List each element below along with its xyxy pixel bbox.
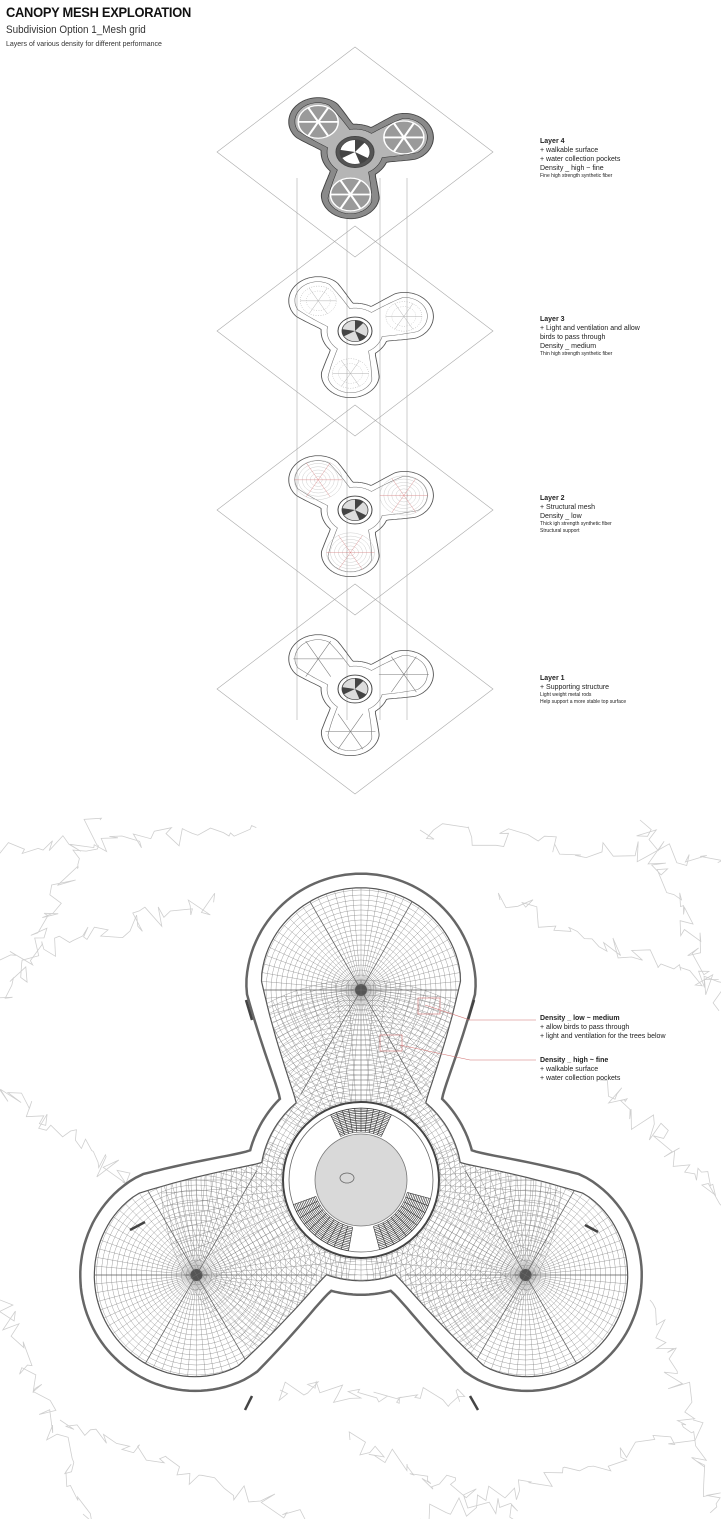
layer-4-line-1: + walkable surface [540, 147, 599, 154]
tree-outline [498, 893, 718, 995]
lobe-spoke [404, 304, 413, 317]
layer-4-small-1: Fine high strength synthetic fiber [540, 173, 613, 179]
page-caption: Layers of various density for different performance [6, 41, 162, 48]
tree-outline [0, 1300, 92, 1519]
plan-annotation-1-line-1: + allow birds to pass through [540, 1024, 630, 1031]
page-subtitle: Subdivision Option 1_Mesh grid [6, 24, 146, 36]
canopy-plan [0, 818, 721, 1519]
layer-1-small-2: Help support a more stable top surface [540, 699, 627, 705]
lobe-detail [380, 476, 428, 515]
layer-2-small-1: Thick igh strength synthetic fiber [540, 521, 612, 527]
lobe-spoke [318, 288, 327, 301]
lobe-spoke [404, 495, 416, 512]
layer-3-line-1: + Light and ventilation and allow [540, 325, 640, 332]
lobe-detail [332, 359, 368, 389]
lobe-detail [293, 641, 343, 677]
layer-3-small-1: Thin high strength synthetic fiber [540, 351, 613, 357]
lobe-detail [326, 533, 374, 572]
tree-outline [60, 1420, 307, 1519]
edge-joint [245, 1396, 252, 1410]
frame-rod [404, 657, 417, 675]
edge-joint [470, 1396, 478, 1410]
layer-2-small-2: Structural support [540, 528, 580, 534]
layer-2-line-2: Density _ low [540, 513, 582, 520]
lobe-detail [386, 302, 422, 332]
layer-4-line-2: + water collection pockets [540, 156, 621, 163]
lobe-spoke [350, 361, 359, 374]
lobe-spoke [350, 535, 362, 552]
layer-1-drawing [217, 584, 493, 794]
layer-2-title: Layer 2 [540, 495, 565, 502]
layer-4-label [540, 137, 700, 180]
plan-annotation-high-fine [540, 1056, 720, 1083]
layer-canopy [289, 456, 434, 577]
layer-3-label [540, 315, 700, 358]
layer-canopy [289, 635, 434, 756]
lobe-spoke [306, 463, 318, 480]
frame-rod [350, 714, 363, 732]
frame-rod [338, 731, 351, 749]
layer-2-label [540, 494, 700, 535]
lobe-spoke [341, 361, 350, 374]
lobe-spoke [350, 552, 362, 569]
layer-4-line-3: Density _ high ~ fine [540, 165, 604, 172]
tree-outline [420, 824, 721, 866]
plan-annotation-2-heading: Density _ high ~ fine [540, 1057, 609, 1064]
lobe-spoke [309, 288, 318, 301]
plan-annotation-2-line-2: + water collection pockets [540, 1075, 621, 1082]
lobe-spoke [395, 304, 404, 317]
layer-2-drawing [217, 405, 493, 615]
projection-lines [297, 178, 407, 720]
lobe-spoke [395, 316, 404, 329]
layer-4-title: Layer 4 [540, 138, 565, 145]
layer-canopy [289, 277, 434, 398]
frame-rod [391, 674, 404, 692]
frame-rod [306, 641, 319, 659]
frame-rod [318, 659, 331, 677]
tree-outline [650, 1300, 721, 1513]
layer-2-line-1: + Structural mesh [540, 504, 596, 511]
lobe-spoke [392, 478, 404, 495]
layer-1-line-1: + Supporting structure [540, 684, 610, 691]
lobe-detail [384, 121, 424, 154]
tree-outline [420, 1420, 703, 1519]
tree-outline [0, 893, 215, 965]
hub-center-disc [315, 1134, 407, 1226]
plan-annotation-1-line-2: + light and ventilation for the trees below [540, 1033, 666, 1040]
lobe-spoke [338, 552, 350, 569]
layer-3-title: Layer 3 [540, 316, 565, 323]
layer-1-small-1: Light weight metal rods [540, 692, 592, 698]
exploded-layers [217, 47, 493, 794]
lobe-detail [298, 105, 338, 138]
layer-1-label [540, 674, 700, 706]
frame-rod [350, 731, 363, 749]
lobe-spoke [392, 495, 404, 512]
lobe-spoke [404, 316, 413, 329]
tree-outline [279, 1382, 465, 1407]
layer-1-title: Layer 1 [540, 675, 565, 682]
frame-rod [338, 714, 351, 732]
lobe-spoke [306, 480, 318, 497]
layer-3-line-3: Density _ medium [540, 343, 597, 350]
frame-rod [318, 641, 331, 659]
frame-rod [391, 657, 404, 675]
lobe-detail [300, 286, 336, 316]
tree-outline [600, 1080, 721, 1208]
lobe-spoke [350, 373, 359, 386]
lobe-spoke [404, 478, 416, 495]
layer-canopy [289, 98, 434, 219]
frame-rod [404, 674, 417, 692]
layer-3-line-2: birds to pass through [540, 334, 606, 341]
page-title: CANOPY MESH EXPLORATION [6, 4, 191, 20]
tree-outline [0, 826, 256, 859]
plan-annotation-low-medium [540, 1014, 720, 1041]
lobe-spoke [318, 301, 327, 314]
lobe-spoke [309, 301, 318, 314]
lobe-spoke [318, 463, 330, 480]
lobe-spoke [318, 480, 330, 497]
lobe-detail [330, 178, 370, 211]
layer-4-drawing [217, 47, 493, 257]
plan-annotation-2-line-1: + walkable surface [540, 1066, 599, 1073]
tree-outline [349, 1432, 525, 1519]
plan-annotation-1-heading: Density _ low ~ medium [540, 1015, 620, 1022]
frame-rod [306, 659, 319, 677]
lobe-spoke [341, 373, 350, 386]
layer-3-drawing [217, 226, 493, 436]
tree-outline [637, 820, 721, 1011]
lobe-spoke [338, 535, 350, 552]
